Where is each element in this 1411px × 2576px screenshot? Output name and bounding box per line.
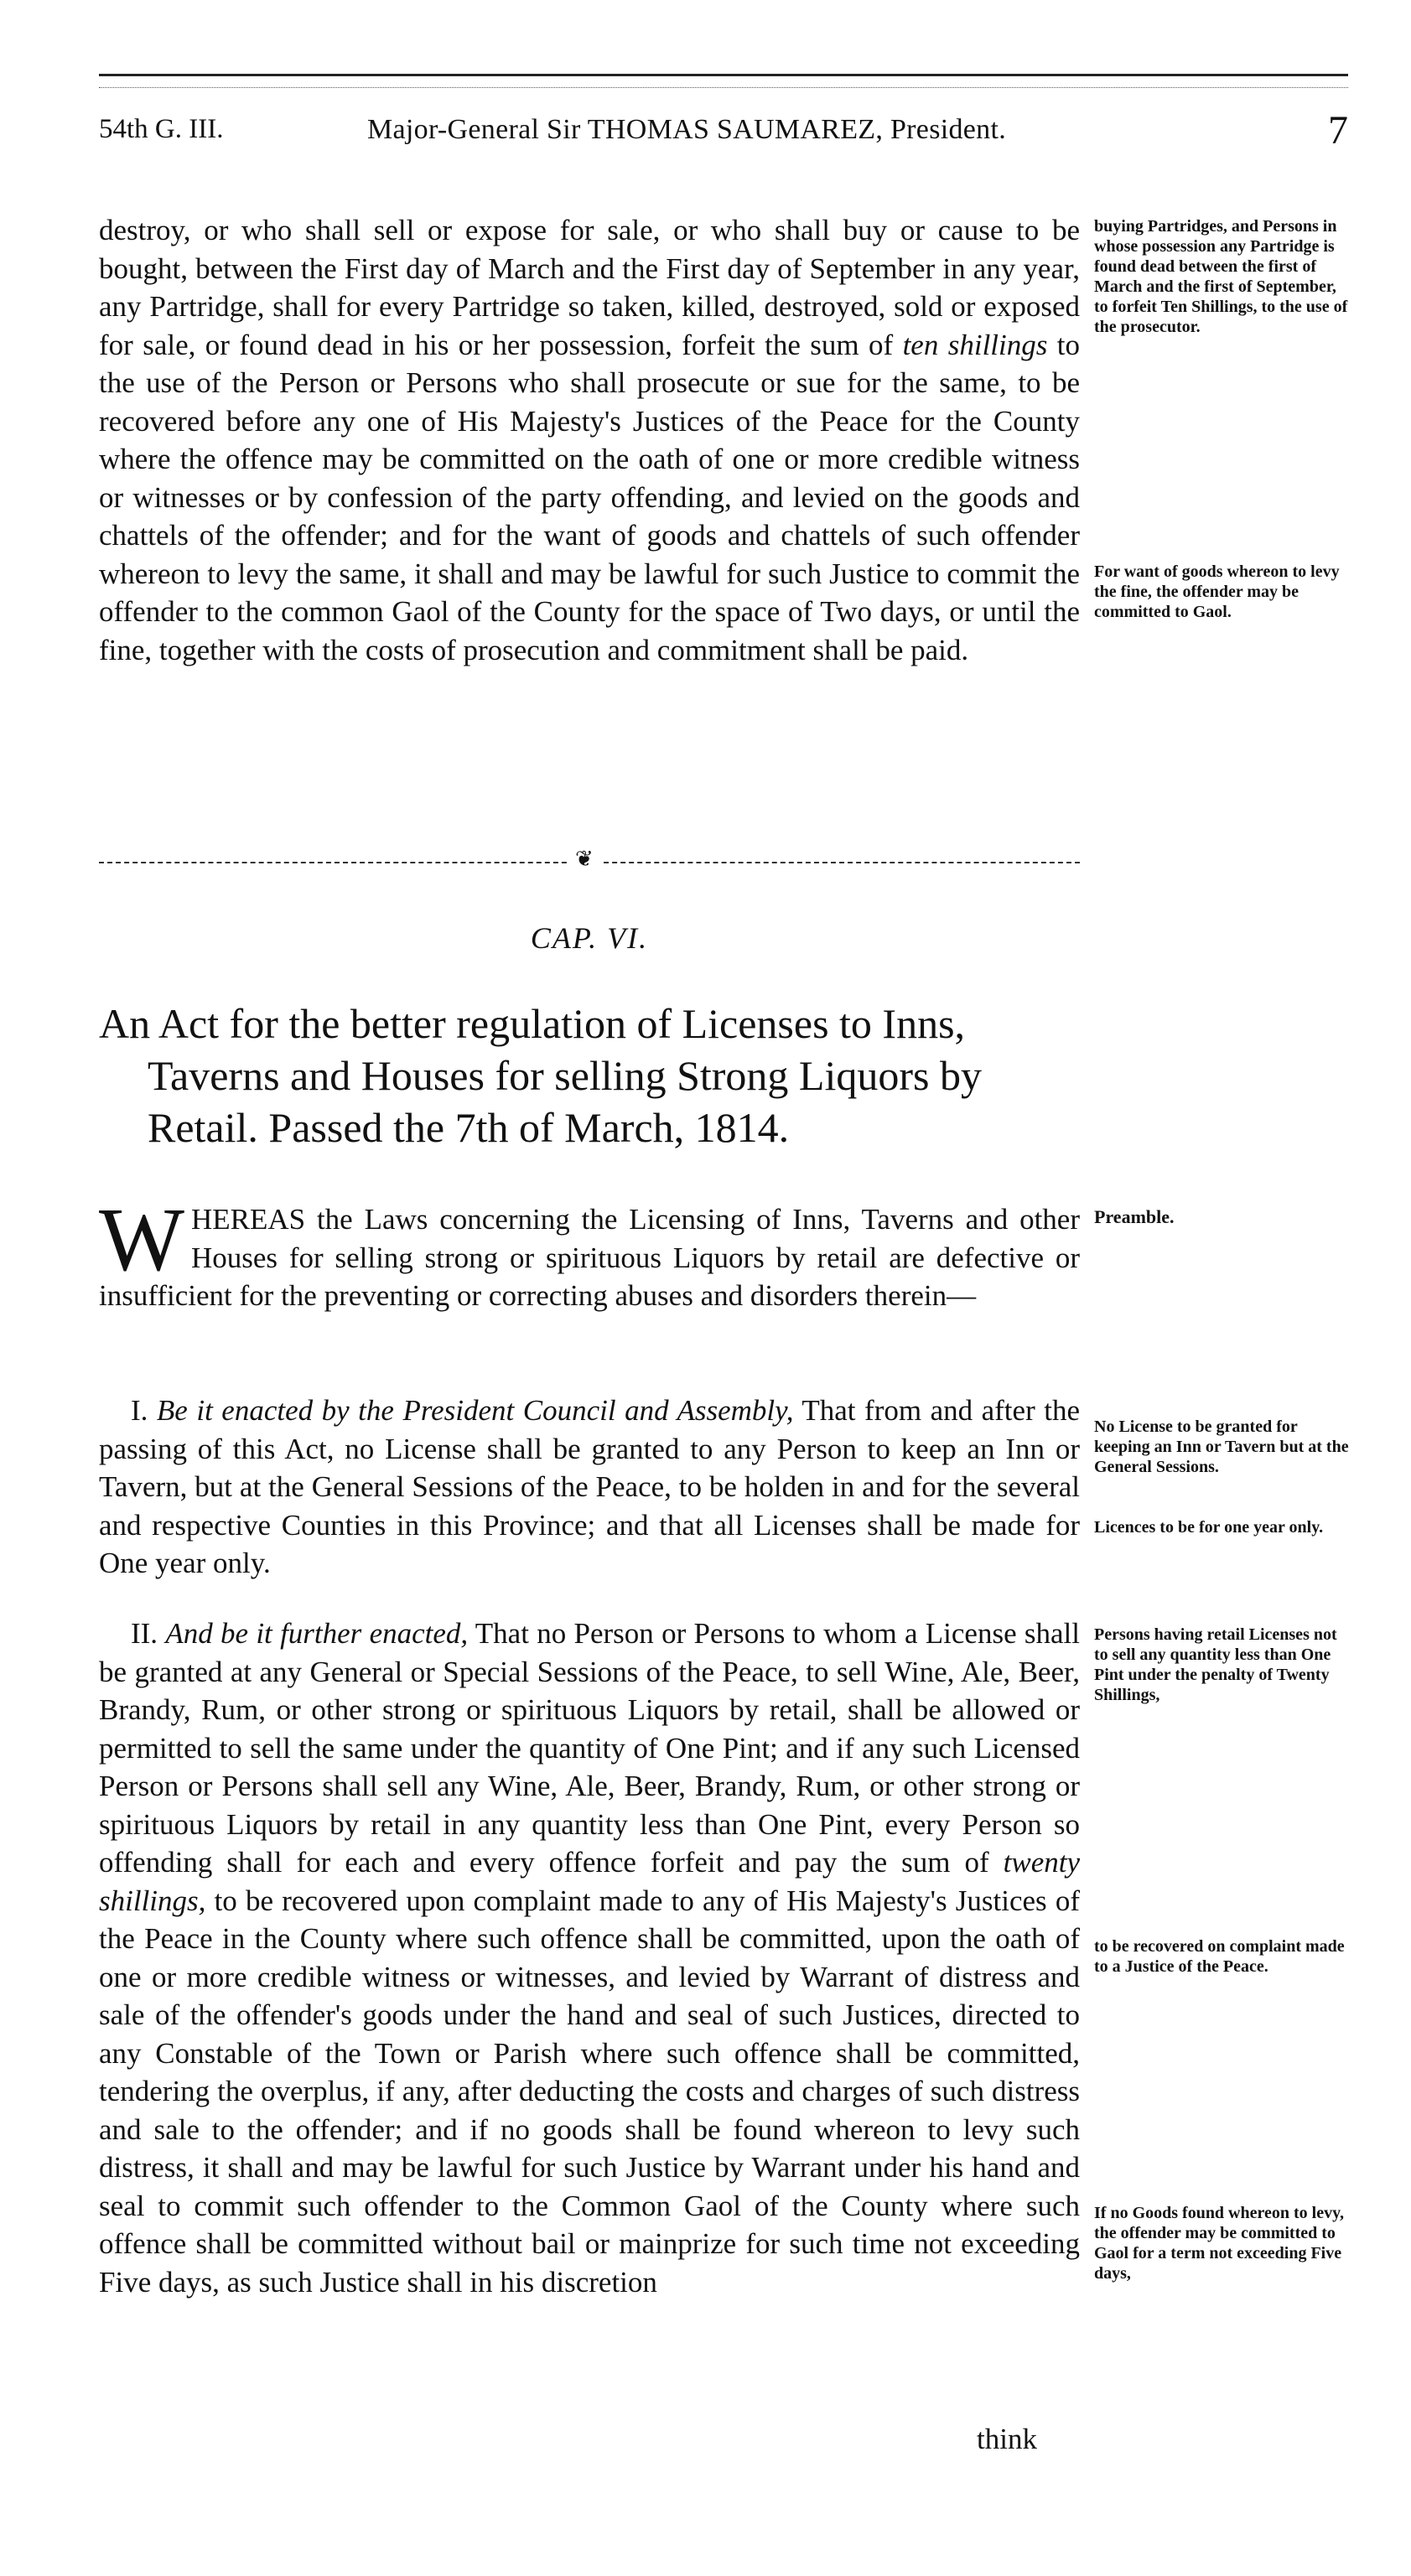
section-1-text: That from and after the passing of this Act, no License shall be granted to any Person to keep an Inn or Tavern, but at the General Sessions of the Peace, to be holden in and for the several and respective Counties in this Province; and that all Licenses shall be made for One year only.	[99, 1394, 1080, 1579]
section-1-paragraph	[99, 1392, 1080, 1583]
top-rule	[99, 74, 1348, 76]
continuation-text-1: destroy, or who shall sell or expose for sale, or who shall buy or cause to be bought, between the First day of March and the First day of September in any year, any Partridge, shall for every Partridge so taken, killed, destroyed, sold or exposed for sale, or found dead in his or her possession, forfeit the sum of	[99, 214, 1080, 361]
margin-note-commitment: If no Goods found whereon to levy, the offender may be committed to Gaol for a term not exceeding Five days,	[1094, 2204, 1345, 2283]
preamble-text: HEREAS the Laws concerning the Licensing of Inns, Taverns and other Houses for selling strong or spirituous Liquors by retail are defective or insufficient for the preventing or correcting abuses and disorders therein—	[99, 1203, 1080, 1312]
margin-note-recovery: to be recovered on complaint made to a Justice of the Peace.	[1094, 1937, 1345, 1976]
preamble-paragraph	[99, 1190, 1080, 1315]
margin-note-want-of-goods: For want of goods whereon to levy the fine, the offender may be committed to Gaol.	[1094, 562, 1340, 621]
section-1-enacting-clause: Be it enacted by the President Council and Assembly,	[156, 1394, 794, 1427]
margin-note-partridges: buying Partridges, and Persons in whose possession any Partridge is found dead between the first of March and the first of September, to forfeit Ten Shillings, to the use of the prosecutor.	[1094, 217, 1348, 336]
fleuron-icon: ❦	[568, 847, 600, 872]
margin-note-preamble: Preamble.	[1094, 1206, 1175, 1227]
catchword: think	[977, 2423, 1037, 2455]
continuation-text-2: to the use of the Person or Persons who shall prosecute or sue for the same, to be recovered before any one of His Majesty's Justices of the Peace for the County where the offence may be committed on the oath of one or more credible witness or witnesses or by confession of the party offending, and levied on the goods and chattels of the offender; and for the want of goods and chattels of such offender whereon to levy the same, it shall and may be lawful for such Justice to commit the offender to the common Gaol of the County for the space of Two days, or until the fine, together with the costs of prosecution and commitment shall be paid.	[99, 328, 1080, 666]
continuation-italic: ten shillings	[902, 328, 1048, 361]
margin-note-retail-licenses: Persons having retail Licenses not to sell any quantity less than One Pint under the penalty of Twenty Shillings,	[1094, 1625, 1337, 1704]
act-title	[99, 998, 1080, 1153]
margin-note-license-sessions: No License to be granted for keeping an Inn or Tavern but at the General Sessions.	[1094, 1418, 1349, 1476]
drop-cap: W	[99, 1190, 184, 1290]
chapter-number: CAP. VI.	[530, 921, 649, 955]
section-2-text: That no Person or Persons to whom a License shall be granted at any General or Special Sessions of the Peace, to sell Wine, Ale, Beer, Brandy, Rum, or other strong or spirituous Liquors by retail, shall be allowed or permitted to sell the same under the quantity of One Pint; and if any such Licensed Person or Persons shall sell any Wine, Ale, Beer, Brandy, Rum, or other strong or spirituous Liquors by retail in any quantity less than One Pint, every Person so offending shall for each and every offence forfeit and pay the sum of	[99, 1617, 1081, 1879]
regnal-year: 54th G. III.	[99, 114, 224, 144]
act-title-line-2: Taverns and Houses for selling Strong Liquors by Retail. Passed the 7th of March, 1814.	[148, 1052, 982, 1151]
act-title-line-1: An Act for the better regulation of Licenses to Inns,	[99, 1000, 966, 1047]
running-title: Major-General Sir THOMAS SAUMAREZ, President.	[367, 114, 1007, 145]
section-2-paragraph	[99, 1615, 1080, 2301]
page-number: 7	[1328, 108, 1348, 153]
section-1-number: I.	[131, 1394, 148, 1427]
section-divider	[99, 847, 1080, 871]
section-2-enacting-clause: And be it further enacted,	[165, 1617, 469, 1650]
continuation-paragraph	[99, 211, 1080, 669]
margin-note-one-year: Licences to be for one year only.	[1094, 1518, 1324, 1537]
section-2-penalty: twenty shillings,	[99, 1846, 1080, 1917]
section-2-number: II.	[131, 1617, 158, 1650]
section-2-text-continued: to be recovered upon complaint made to any of His Majesty's Justices of the Peace in the County where such offence shall be committed, upon the oath of one or more credible witness or witnesses, and levied by Warrant of distress and sale of the offender's goods under the hand and seal of such Justices, directed to any Constable of the Town or Parish where such offence shall be committed, tendering the overplus, if any, after deducting the costs and charges of such distress and sale to the offender; and if no goods shall be found whereon to levy such distress, it shall and may be lawful for such Justice by Warrant under his hand and seal to commit such offender to the Common Gaol of the County where such offence shall be committed without bail or mainprize for such time not exceeding Five days, as such Justice shall in his discretion	[99, 1884, 1080, 2299]
top-rule-dotted	[99, 87, 1348, 88]
running-head	[99, 107, 1348, 158]
